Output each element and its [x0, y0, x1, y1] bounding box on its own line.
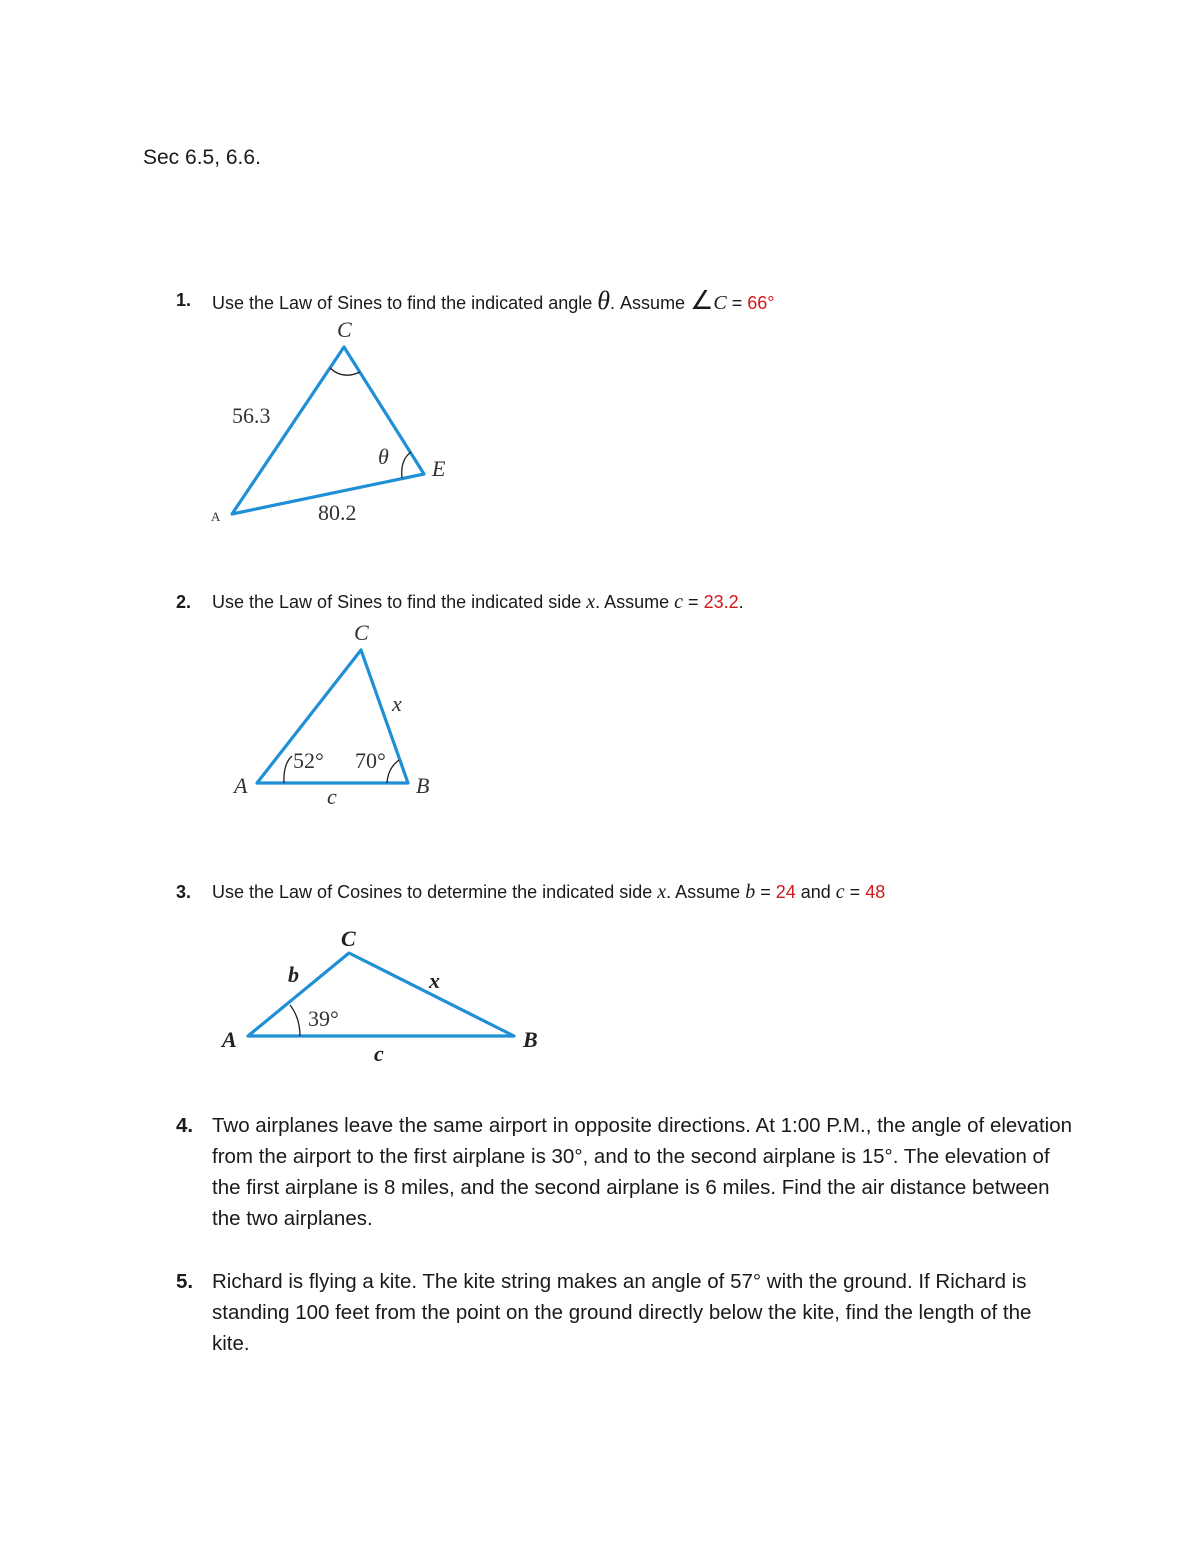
- given-value-b: 24: [775, 882, 796, 902]
- angle-arc-a: [290, 1005, 300, 1036]
- question-text: Use the Law of Cosines to determine the indicated side x. Assume b = 24 and c = 48: [212, 881, 886, 903]
- angle-label-theta: θ: [378, 444, 389, 469]
- angle-label-a: 39°: [308, 1006, 339, 1031]
- question-number: 2.: [176, 592, 192, 612]
- side-label-left: 56.3: [232, 403, 271, 428]
- question-number: 4.: [176, 1114, 194, 1137]
- side-label-c: c: [374, 1041, 384, 1066]
- side-label-c: c: [327, 784, 337, 809]
- vertex-label-c: C: [341, 926, 356, 951]
- vertex-label-c: C: [354, 620, 369, 645]
- vertex-label-e: E: [432, 456, 446, 481]
- question-text: Richard is flying a kite. The kite string makes an angle of 57° with the ground. If Richard is standing 100 feet from the point on the ground directly below the kite, find the length of the kite.: [212, 1270, 1032, 1355]
- question-number: 3.: [176, 882, 192, 902]
- vertex-label-b: B: [416, 773, 430, 798]
- side-label-x: x: [392, 691, 402, 716]
- angle-label-a: 52°: [293, 748, 324, 773]
- given-value: 23.2: [703, 592, 739, 612]
- vertex-label-c: C: [337, 317, 352, 342]
- angle-label-b: 70°: [355, 748, 386, 773]
- given-value-c: 48: [865, 882, 886, 902]
- side-label-bottom: 80.2: [318, 500, 357, 525]
- theta-symbol: θ: [597, 286, 611, 315]
- angle-symbol: ∠: [690, 285, 714, 315]
- question-text: Use the Law of Sines to find the indicated side x. Assume c = 23.2.: [212, 591, 744, 613]
- vertex-label-a: A: [211, 509, 221, 524]
- question-text: Use the Law of Sines to find the indicated angle θ. Assume ∠C = 66°: [212, 285, 775, 315]
- vertex-label-a: A: [234, 773, 248, 798]
- question-number: 1.: [176, 290, 192, 310]
- question-text: Two airplanes leave the same airport in opposite directions. At 1:00 P.M., the angle of elevation from the airport to the first airplane is 30°, and to the second airplane is 15°. The elevation of the first airplane is 8 miles, and the second airplane is 6 miles. Find the air distance between the two airplanes.: [212, 1114, 1072, 1230]
- question-number: 5.: [176, 1270, 194, 1293]
- side-label-b: b: [288, 962, 299, 987]
- vertex-label-b: B: [523, 1027, 538, 1052]
- page-heading: Sec 6.5, 6.6.: [143, 146, 261, 169]
- vertex-label-a: A: [222, 1027, 237, 1052]
- given-value: 66°: [747, 293, 775, 313]
- side-label-x: x: [429, 968, 440, 993]
